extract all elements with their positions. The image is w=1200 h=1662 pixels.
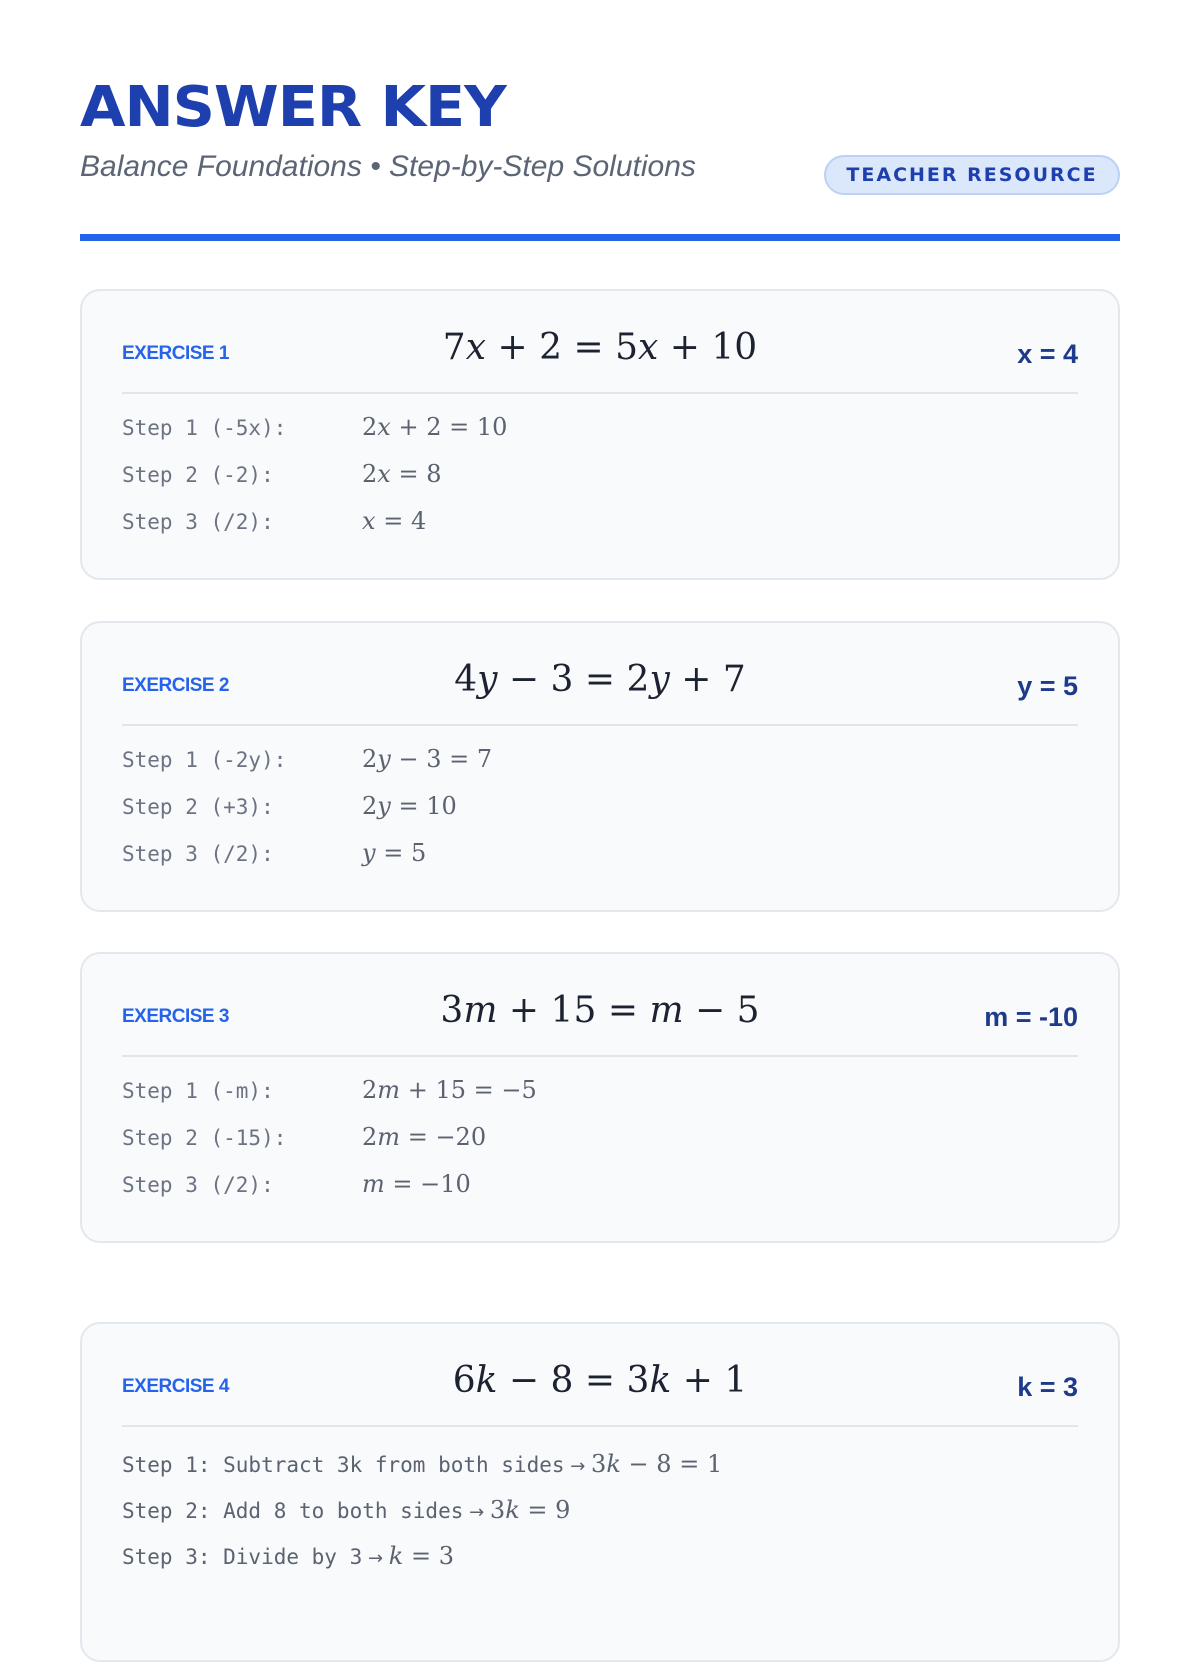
step-label: Step 3: Divide by 3: [122, 1545, 363, 1569]
step-label: Step 2: Add 8 to both sides: [122, 1499, 464, 1523]
exercise-equation: 7x + 2 = 5x + 10: [442, 327, 758, 368]
arrow-icon: →: [362, 1548, 389, 1569]
header-divider: [80, 234, 1120, 241]
exercise-card: [80, 621, 1120, 912]
step-label: Step 2 (-2):: [122, 463, 274, 487]
exercise-label: EXERCISE 1: [122, 343, 229, 364]
exercise-header: [122, 623, 1078, 726]
exercise-equation: 4y − 3 = 2y + 7: [454, 659, 746, 700]
step-row: [122, 1542, 1078, 1588]
step-result: 2x + 2 = 10: [362, 413, 508, 441]
step-label: Step 1: Subtract 3k from both sides: [122, 1453, 565, 1477]
page-title: ANSWER KEY: [80, 75, 506, 140]
exercise-label: EXERCISE 4: [122, 1376, 229, 1397]
step-row: [122, 1170, 1078, 1217]
step-row: [122, 1450, 1078, 1496]
exercise-card: [80, 952, 1120, 1243]
step-label: Step 1 (-5x):: [122, 416, 287, 440]
teacher-resource-badge: TEACHER RESOURCE: [824, 155, 1120, 195]
step-list: [122, 745, 1078, 886]
exercise-card: [80, 289, 1120, 580]
step-result: m = −10: [362, 1170, 471, 1198]
page-header: [80, 75, 1120, 186]
exercise-equation: 6k − 8 = 3k + 1: [452, 1360, 748, 1401]
step-result: 3k = 9: [489, 1496, 571, 1524]
step-result: 2x = 8: [362, 460, 442, 488]
step-label: Step 2 (-15):: [122, 1126, 287, 1150]
step-row: [122, 1076, 1078, 1123]
step-result: y = 5: [362, 839, 427, 867]
step-result: 2y − 3 = 7: [362, 745, 493, 773]
step-result: k = 3: [388, 1542, 454, 1570]
step-label: Step 2 (+3):: [122, 795, 274, 819]
exercise-answer: m = -10: [984, 1002, 1078, 1032]
step-result: x = 4: [362, 507, 427, 535]
exercise-equation: 3m + 15 = m − 5: [440, 990, 760, 1031]
exercise-label: EXERCISE 2: [122, 675, 229, 696]
step-row: [122, 413, 1078, 460]
exercise-header: [122, 1324, 1078, 1427]
exercise-answer: x = 4: [1017, 339, 1078, 369]
step-label: Step 3 (/2):: [122, 842, 274, 866]
page-subtitle: Balance Foundations • Step-by-Step Solutions: [80, 150, 696, 183]
step-row: [122, 507, 1078, 554]
step-label: Step 1 (-m):: [122, 1079, 274, 1103]
step-list: [122, 1076, 1078, 1217]
step-label: Step 3 (/2):: [122, 510, 274, 534]
step-row: [122, 792, 1078, 839]
step-row: [122, 1496, 1078, 1542]
step-result: 2y = 10: [362, 792, 457, 820]
step-label: Step 1 (-2y):: [122, 748, 287, 772]
step-result: 2m + 15 = −5: [362, 1076, 537, 1104]
arrow-icon: →: [463, 1502, 490, 1523]
step-list: [122, 1450, 1078, 1588]
step-result: 2m = −20: [362, 1123, 487, 1151]
step-row: [122, 460, 1078, 507]
exercise-card: [80, 1322, 1120, 1662]
exercise-answer: k = 3: [1017, 1372, 1078, 1402]
step-row: [122, 1123, 1078, 1170]
exercise-answer: y = 5: [1017, 671, 1078, 701]
step-list: [122, 413, 1078, 554]
step-label: Step 3 (/2):: [122, 1173, 274, 1197]
exercise-header: [122, 954, 1078, 1057]
step-row: [122, 839, 1078, 886]
step-result: 3k − 8 = 1: [591, 1450, 723, 1478]
exercise-label: EXERCISE 3: [122, 1006, 229, 1027]
step-row: [122, 745, 1078, 792]
arrow-icon: →: [564, 1456, 592, 1477]
exercise-header: [122, 291, 1078, 394]
